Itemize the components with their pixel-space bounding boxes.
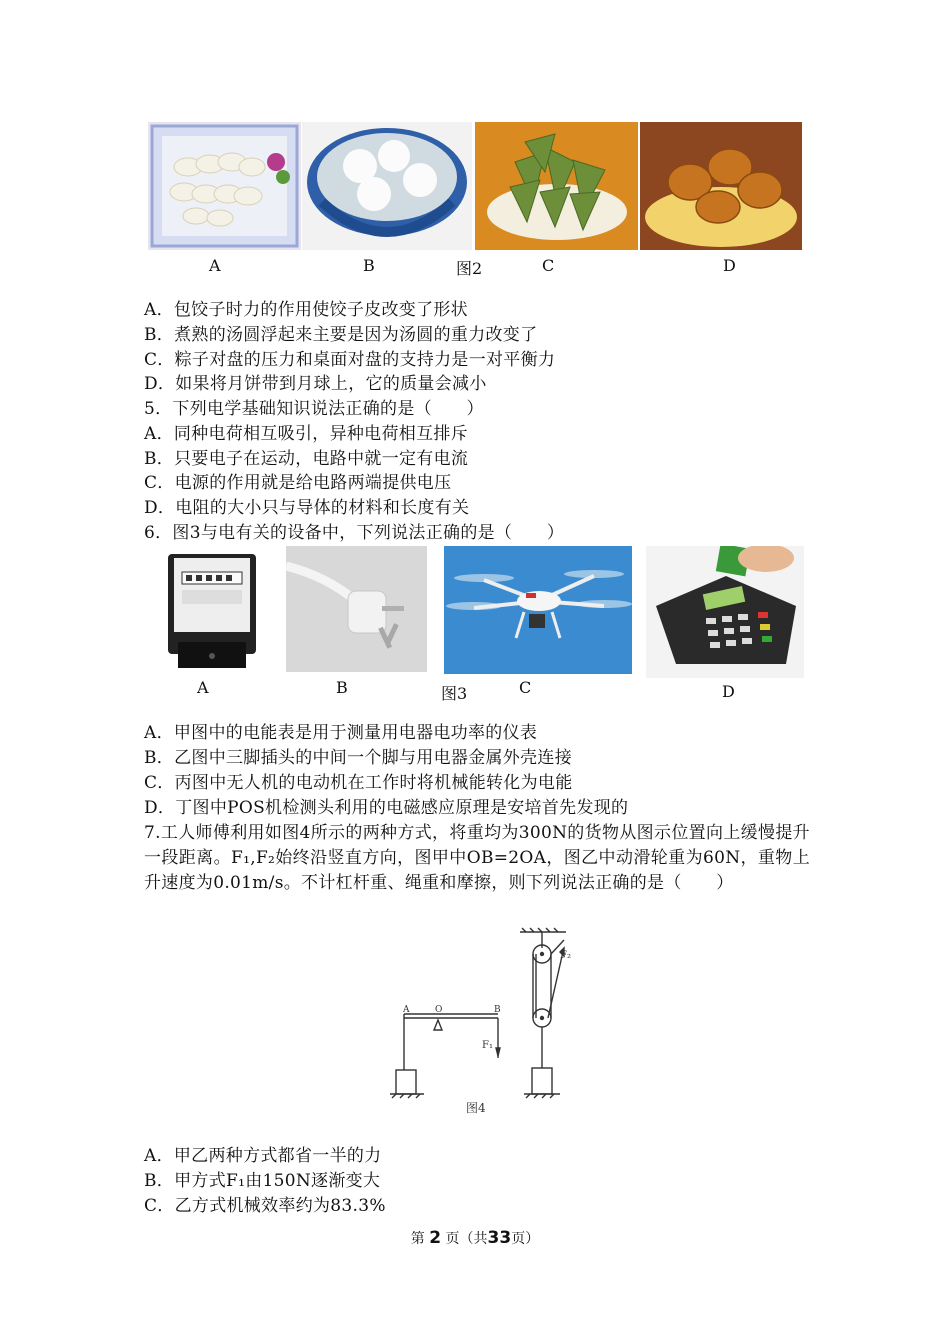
q5-option-b: B．只要电子在运动，电路中就一定有电流 [144, 449, 469, 469]
fig4-label-f2: F₂ [560, 950, 571, 961]
q5-option-c: C．电源的作用就是给电路两端提供电压 [144, 473, 452, 493]
q7-option-c: C．乙方式机械效率约为83.3% [144, 1196, 386, 1216]
fig3-label-d: D [722, 682, 735, 701]
photo-dumplings [148, 122, 301, 250]
footer-prefix: 第 [410, 1231, 425, 1247]
q5-option-d: D．电阻的大小只与导体的材料和长度有关 [144, 498, 470, 518]
q4-option-c: C．粽子对盘的压力和桌面对盘的支持力是一对平衡力 [144, 350, 556, 370]
fig4-label-o: O [435, 1005, 443, 1015]
q4-option-b: B．煮熟的汤圆浮起来主要是因为汤圆的重力改变了 [144, 325, 538, 345]
q5-option-a: A．同种电荷相互吸引，异种电荷相互排斥 [144, 424, 468, 444]
page-footer [0, 1228, 950, 1248]
fig2-label-c: C [542, 256, 555, 275]
fig2-label-a: A [209, 256, 221, 275]
fig2-title: 图2 [456, 259, 483, 278]
photo-mooncakes [640, 122, 802, 250]
photo-zongzi [475, 122, 638, 250]
footer-suffix: 页） [511, 1231, 540, 1247]
fig3-label-a: A [197, 678, 209, 697]
fig3-label-c: C [519, 678, 532, 697]
photo-pos-machine [646, 546, 804, 678]
footer-middle: 页（共 [445, 1231, 488, 1247]
q7-option-a: A．甲乙两种方式都省一半的力 [144, 1146, 382, 1166]
footer-total-pages: 33 [487, 1228, 512, 1248]
fig4-label-a: A [403, 1005, 410, 1015]
fig3-title: 图3 [441, 684, 468, 703]
q6-option-d: D．丁图中POS机检测头利用的电磁感应原理是安培首先发现的 [144, 798, 629, 818]
q6-option-c: C．丙图中无人机的电动机在工作时将机械能转化为电能 [144, 773, 573, 793]
fig4-label-f1: F₁ [482, 1040, 493, 1051]
photo-drone [444, 546, 632, 674]
photo-three-pin-plug [286, 546, 427, 672]
fig2-label-b: B [363, 256, 375, 275]
q4-option-a: A．包饺子时力的作用使饺子皮改变了形状 [144, 300, 468, 320]
fig4-title: 图4 [466, 1101, 486, 1115]
q5-stem: 5．下列电学基础知识说法正确的是（ ） [144, 399, 484, 419]
photo-tangyuan [302, 122, 472, 250]
q6-option-b: B．乙图中三脚插头的中间一个脚与用电器金属外壳连接 [144, 748, 572, 768]
q4-option-d: D．如果将月饼带到月球上，它的质量会减小 [144, 374, 487, 394]
fig4-label-b: B [494, 1005, 501, 1015]
q6-option-a: A．甲图中的电能表是用于测量用电器电功率的仪表 [144, 723, 538, 743]
figure-4 [390, 918, 590, 1118]
fig3-label-b: B [336, 678, 348, 697]
photo-electric-meter [146, 546, 276, 676]
q6-stem: 6．图3与电有关的设备中，下列说法正确的是（ ） [144, 523, 565, 543]
q7-option-b: B．甲方式F₁由150N逐渐变大 [144, 1171, 381, 1191]
footer-page-number: 2 [429, 1228, 442, 1248]
q7-stem: 7.工人师傅利用如图4所示的两种方式，将重均为300N的货物从图示位置向上缓慢提升一段距离。F₁,F₂始终沿竖直方向，图甲中OB=2OA，图乙中动滑轮重为60N，重物上升速度为0.01m/s。不计杠杆重、绳重和摩擦，则下列说法正确的是（ ） [144, 823, 810, 893]
fig2-label-d: D [723, 256, 736, 275]
